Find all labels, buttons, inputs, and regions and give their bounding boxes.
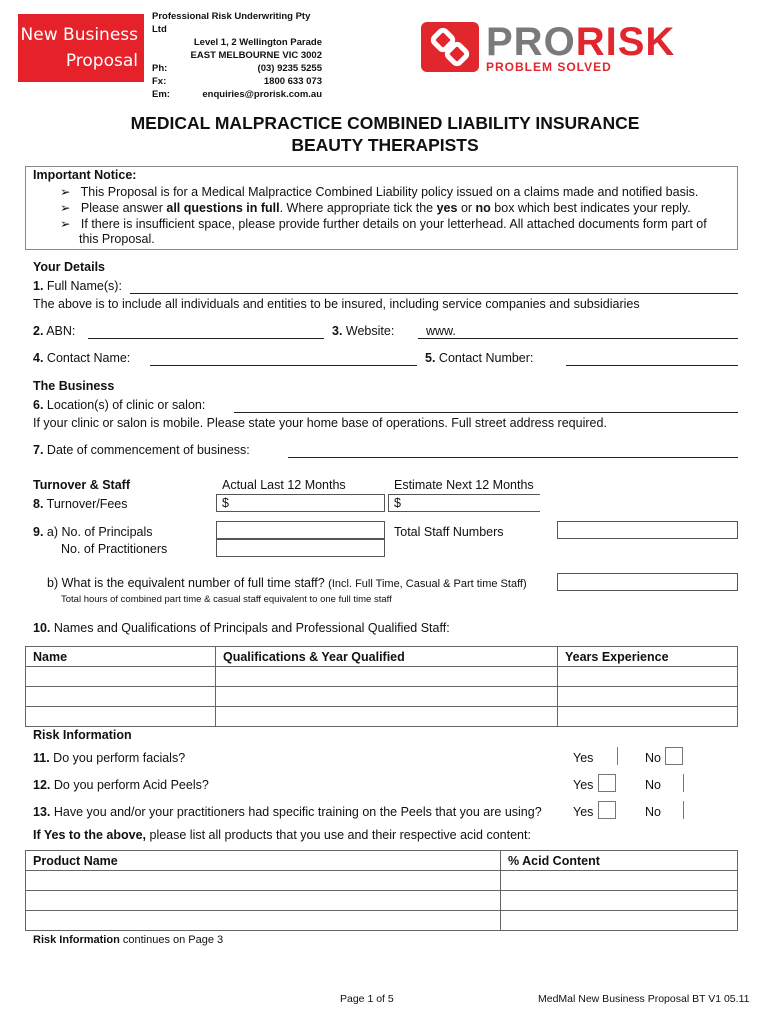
q11-no-checkbox[interactable] (665, 747, 683, 765)
q1-number: 1. (33, 279, 44, 293)
q4-text: Contact Name: (43, 351, 131, 365)
q11-no-label: No (645, 751, 661, 765)
notice-bullet-1: ➢ This Proposal is for a Medical Malpractice Combined Liability policy issued on a claims made and notified basis. (60, 185, 699, 199)
notice-bullet-2-d: yes (436, 201, 458, 215)
document-title: MEDICAL MALPRACTICE COMBINED LIABILITY INSURANCE (130, 113, 640, 133)
table-cell[interactable] (26, 667, 216, 687)
q13-label (33, 805, 542, 819)
risk-info-continued (33, 934, 223, 946)
turnover-actual-field[interactable] (216, 494, 385, 512)
website-prefix: www. (426, 324, 456, 338)
notice-bullet-2-g: box which best indicates your reply. (490, 201, 691, 215)
table-cell[interactable] (26, 707, 216, 727)
location-field[interactable] (234, 412, 738, 413)
q9a-label (33, 525, 153, 539)
q13-yes-checkbox[interactable] (598, 801, 616, 819)
notice-bullet-2-c: . Where appropriate tick the (279, 201, 437, 215)
the-business-heading: The Business (33, 379, 115, 393)
new-business-proposal-badge (18, 14, 144, 82)
table-row (26, 891, 738, 911)
badge-line-2: Proposal (65, 51, 138, 71)
fax-value: 1800 633 073 (263, 76, 322, 87)
table-cell[interactable] (501, 871, 738, 891)
table-row (26, 667, 738, 687)
table-cell[interactable] (26, 891, 501, 911)
fax-label: Fx: (152, 76, 167, 87)
q9b-small-text: (Incl. Full Time, Casual & Part time Staff) (328, 578, 527, 590)
table-cell[interactable] (216, 687, 558, 707)
q3-text: Website: (342, 324, 395, 338)
q6-note: If your clinic or salon is mobile. Please state your home base of operations. Full street address required. (33, 416, 607, 430)
total-staff-label: Total Staff Numbers (394, 525, 504, 539)
turnover-staff-heading: Turnover & Staff (33, 478, 130, 492)
q13-no-label: No (645, 805, 661, 819)
estimate-col-header: Estimate Next 12 Months (394, 478, 534, 492)
commencement-date-field[interactable] (288, 457, 738, 458)
risk-info-heading: Risk Information (33, 728, 132, 742)
q11-label (33, 751, 185, 765)
page-number: Page 1 of 5 (340, 993, 394, 1005)
q1-note: The above is to include all individuals and entities to be insured, including service companies and subsidiaries (33, 297, 640, 311)
badge-line-1: New Business (20, 25, 138, 45)
q10-number: 10. (33, 621, 51, 635)
staff-qualifications-table (25, 646, 738, 727)
email-label: Em: (152, 89, 170, 100)
q5-number: 5. (425, 351, 436, 365)
q7-number: 7. (33, 443, 44, 457)
q5-label (425, 351, 533, 365)
q12-yes-checkbox[interactable] (598, 774, 616, 792)
logo-risk: RISK (575, 20, 676, 64)
contact-number-field[interactable] (566, 365, 738, 366)
table-row (26, 707, 738, 727)
q8-label (33, 497, 128, 511)
table-cell[interactable] (558, 707, 738, 727)
table-cell[interactable] (26, 687, 216, 707)
contact-name-field[interactable] (150, 365, 417, 366)
q2-text: ABN: (43, 324, 76, 338)
q4-label (33, 351, 130, 365)
document-subtitle: BEAUTY THERAPISTS (291, 135, 479, 155)
q9b-note: Total hours of combined part time & casual staff equivalent to one full time staff (61, 594, 392, 605)
notice-bullet-2: ➢ Please answer all questions in full. Where appropriate tick the yes or no box which best indicates your reply. (60, 201, 691, 215)
notice-bullet-3-text: If there is insufficient space, please provide further details on your letterhead. All attached documents form part of (80, 217, 707, 231)
prorisk-logo-icon (421, 22, 479, 72)
product-list-rest: please list all products that you use and their respective acid content: (146, 828, 531, 842)
col-acid-content-header: % Acid Content (501, 851, 738, 871)
q13-text: Have you and/or your practitioners had specific training on the Peels that you are using? (50, 805, 542, 819)
practitioners-field[interactable] (216, 539, 385, 557)
full-time-equivalent-field[interactable] (557, 573, 738, 591)
q11-yes-label: Yes (573, 751, 594, 765)
q7-text: Date of commencement of business: (43, 443, 250, 457)
actual-col-header: Actual Last 12 Months (222, 478, 346, 492)
col-years-header: Years Experience (558, 647, 738, 667)
table-cell[interactable] (501, 891, 738, 911)
continued-rest: continues on Page 3 (119, 934, 224, 946)
q10-text: Names and Qualifications of Principals and Professional Qualified Staff: (50, 621, 450, 635)
table-cell[interactable] (216, 707, 558, 727)
q6-text: Location(s) of clinic or salon: (43, 398, 206, 412)
table-header-row (26, 851, 738, 871)
table-cell[interactable] (216, 667, 558, 687)
q6-label (33, 398, 205, 412)
q5-text: Contact Number: (435, 351, 534, 365)
q3-number: 3. (332, 324, 343, 338)
notice-bullet-3-cont: this Proposal. (79, 232, 155, 246)
col-qualifications-header: Qualifications & Year Qualified (216, 647, 558, 667)
table-row (26, 911, 738, 931)
address-line-1: Level 1, 2 Wellington Parade (193, 37, 322, 48)
q9a-text: a) No. of Principals (43, 525, 153, 539)
dollar-sign-estimate: $ (394, 496, 401, 510)
website-field[interactable] (418, 338, 738, 339)
q1-text: Full Name(s): (43, 279, 122, 293)
logo-tagline: PROBLEM SOLVED (486, 60, 612, 74)
full-name-field[interactable] (130, 293, 738, 294)
turnover-estimate-field[interactable] (388, 494, 540, 512)
q12-text: Do you perform Acid Peels? (50, 778, 209, 792)
address-line-2: EAST MELBOURNE VIC 3002 (190, 50, 322, 61)
q12-no-checkbox[interactable] (683, 774, 684, 792)
dollar-sign-actual: $ (222, 496, 229, 510)
q9b-text: b) What is the equivalent number of full time staff? (47, 576, 329, 590)
q9-number: 9. (33, 525, 44, 539)
q11-number: 11. (33, 751, 50, 765)
notice-heading: Important Notice: (33, 168, 137, 182)
q3-label (332, 324, 394, 338)
notice-bullet-2-e: or (457, 201, 476, 215)
q13-yes-label: Yes (573, 805, 594, 819)
table-cell[interactable] (26, 911, 501, 931)
q9b-label (47, 576, 527, 590)
notice-bullet-3: ➢ If there is insufficient space, please provide further details on your letterhead. All attached documents form part of (60, 217, 707, 231)
q4-number: 4. (33, 351, 44, 365)
table-cell[interactable] (26, 871, 501, 891)
q2-label (33, 324, 75, 338)
table-header-row (26, 647, 738, 667)
q12-no-label: No (645, 778, 661, 792)
col-name-header: Name (26, 647, 216, 667)
q12-label (33, 778, 209, 792)
abn-field[interactable] (88, 338, 324, 339)
table-cell[interactable] (558, 667, 738, 687)
document-version: MedMal New Business Proposal BT V1 05.11 (538, 993, 750, 1005)
notice-bullet-2-b: all questions in full (166, 201, 280, 215)
principals-field[interactable] (216, 521, 385, 539)
q9a2-label: No. of Practitioners (61, 542, 168, 556)
product-list-instruction (33, 828, 531, 842)
q13-number: 13. (33, 805, 51, 819)
q6-number: 6. (33, 398, 44, 412)
q11-yes-checkbox[interactable] (617, 747, 618, 765)
total-staff-field[interactable] (557, 521, 738, 539)
q2-number: 2. (33, 324, 44, 338)
product-list-bold: If Yes to the above, (33, 828, 147, 842)
products-table (25, 850, 738, 931)
continued-bold: Risk Information (33, 934, 120, 946)
q8-text: Turnover/Fees (43, 497, 128, 511)
prorisk-logo-text (486, 20, 675, 64)
phone-value: (03) 9235 5255 (257, 63, 322, 74)
q12-number: 12. (33, 778, 51, 792)
q11-text: Do you perform facials? (49, 751, 186, 765)
notice-bullet-1-text: This Proposal is for a Medical Malpractice Combined Liability policy issued on a claims made and notified basis. (80, 185, 699, 199)
q13-no-checkbox[interactable] (683, 801, 684, 819)
table-cell[interactable] (558, 687, 738, 707)
notice-bullet-2-f: no (475, 201, 491, 215)
company-address-block (152, 10, 322, 101)
col-product-name-header: Product Name (26, 851, 501, 871)
table-row (26, 871, 738, 891)
logo-pro: PRO (486, 20, 576, 64)
phone-label: Ph: (152, 63, 168, 74)
q1-label (33, 279, 122, 293)
q7-label (33, 443, 250, 457)
q8-number: 8. (33, 497, 44, 511)
q12-yes-label: Yes (573, 778, 594, 792)
company-name: Professional Risk Underwriting Pty Ltd (152, 11, 311, 35)
table-row (26, 687, 738, 707)
notice-bullet-2-a: Please answer (80, 201, 167, 215)
table-cell[interactable] (501, 911, 738, 931)
email-value: enquiries@prorisk.com.au (202, 89, 322, 100)
q10-label (33, 621, 450, 635)
your-details-heading: Your Details (33, 260, 106, 274)
